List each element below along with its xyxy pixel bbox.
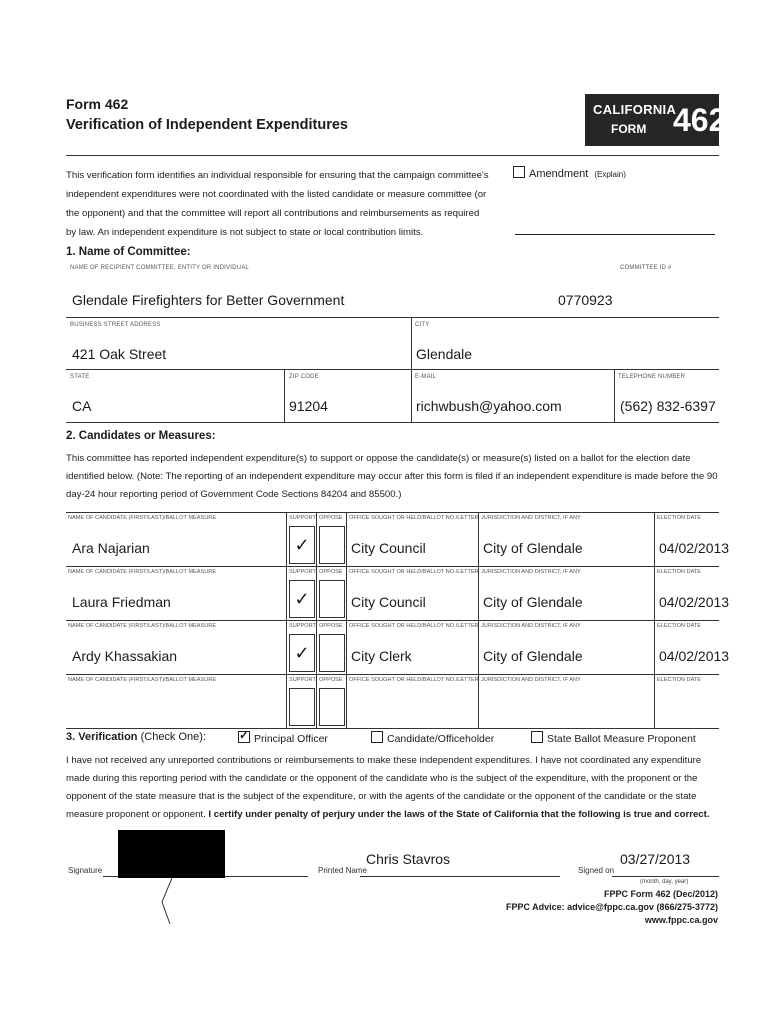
support-checkbox[interactable]: ✓ (289, 634, 315, 672)
column-label-oppose: OPPOSE (319, 677, 343, 683)
badge-state: CALIFORNIA (593, 102, 677, 117)
cell-office (346, 567, 479, 620)
column-label-name: NAME OF CANDIDATE (FIRST/LAST)/BALLOT MEASURE (68, 623, 217, 629)
city: Glendale (416, 346, 473, 362)
column-label-jurisdiction: JURISDICTION AND DISTRICT, IF ANY (481, 677, 581, 683)
committee-id: 0770923 (558, 292, 613, 308)
cell-date (654, 513, 730, 566)
cell-oppose (316, 567, 347, 620)
cell-jurisdiction (478, 675, 655, 728)
verification-text: I have not received any unreported contributions or reimbursements to make these independent expenditures. I have not coordinated any expenditure made during this reporting period with the candidate or the opponent of the candidate who is the subject of the expenditure, with the proponent or the opponent of the state measure that is the subject of the expenditure, or with the agents of the candidate or the opponent of the candidate or the state measure proponent or opponent. (66, 755, 702, 820)
cell-office (346, 675, 479, 728)
footer (506, 888, 718, 927)
intro-text: This verification form identifies an individual responsible for ensuring that the campaign committee's independent expenditures were not coordinated with the listed candidate or measure committee (or the opponent) and that the committee will report all contributions and reimbursements as required by law. An independent expenditure is not subject to state or local contribution limits. (66, 170, 489, 238)
row-divider (66, 317, 719, 318)
column-label-name: NAME OF CANDIDATE (FIRST/LAST)/BALLOT MEASURE (68, 569, 217, 575)
email: richwbush@yahoo.com (416, 398, 562, 414)
section3-title: 3. Verification (66, 731, 138, 743)
candidate-row (66, 675, 719, 729)
street-address: 421 Oak Street (72, 346, 167, 362)
candidate-office: City Clerk (351, 648, 412, 664)
candidate-row (66, 513, 730, 567)
oppose-checkbox[interactable] (319, 688, 345, 726)
ballot-measure-proponent-checkbox[interactable] (531, 731, 543, 743)
badge-form: FORM (611, 122, 647, 136)
column-label-support: SUPPORT (289, 623, 316, 629)
signed-on-label: Signed on (578, 866, 615, 875)
footer-advice: FPPC Advice: advice@fppc.ca.gov (866/275-3772) (505, 902, 718, 912)
verification-statement (66, 752, 721, 824)
signature-label: Signature (68, 866, 103, 875)
column-label-date: ELECTION DATE (657, 677, 702, 683)
column-label-office: OFFICE SOUGHT OR HELD/BALLOT NO./LETTER (349, 677, 479, 683)
badge-number: 462 (673, 102, 727, 138)
city-label: CITY (415, 322, 430, 328)
email-label: E-MAIL (415, 374, 437, 380)
oppose-checkbox[interactable] (319, 634, 345, 672)
cell-jurisdiction (478, 513, 655, 566)
column-label-office: OFFICE SOUGHT OR HELD/BALLOT NO./LETTER (349, 569, 479, 575)
cell-name (66, 513, 286, 566)
signed-on-date: 03/27/2013 (620, 851, 691, 867)
section1-title: 1. Name of Committee: (66, 246, 191, 258)
column-label-jurisdiction: JURISDICTION AND DISTRICT, IF ANY (481, 515, 581, 521)
column-label-oppose: OPPOSE (319, 569, 343, 575)
candidate-date: 04/02/2013 (659, 648, 730, 664)
cell-support (286, 621, 317, 674)
amendment-label: Amendment (529, 168, 589, 180)
amendment-checkbox[interactable] (513, 166, 525, 178)
zip-label: ZIP CODE (289, 374, 319, 380)
column-label-oppose: OPPOSE (319, 515, 343, 521)
column-label-jurisdiction: JURISDICTION AND DISTRICT, IF ANY (481, 623, 581, 629)
footer-form-version: FPPC Form 462 (Dec/2012) (603, 889, 718, 899)
candidate-jurisdiction: City of Glendale (483, 648, 583, 664)
cell-support (286, 675, 317, 728)
verification-heading (66, 731, 206, 743)
committee-name: Glendale Firefighters for Better Government (72, 292, 345, 308)
support-checkbox[interactable]: ✓ (289, 580, 315, 618)
candidate-name: Laura Friedman (72, 594, 171, 610)
candidate-name: Ardy Khassakian (72, 648, 178, 664)
column-label-jurisdiction: JURISDICTION AND DISTRICT, IF ANY (481, 569, 581, 575)
cell-date (654, 621, 730, 674)
option-candidate-officeholder[interactable] (371, 731, 494, 745)
cell-support (286, 567, 317, 620)
column-label-support: SUPPORT (289, 677, 316, 683)
signed-on-line[interactable] (612, 876, 719, 877)
street-label: BUSINESS STREET ADDRESS (70, 322, 161, 328)
column-label-support: SUPPORT (289, 569, 316, 575)
date-format-hint: (month, day, year) (640, 879, 689, 885)
candidate-officeholder-label: Candidate/Officeholder (387, 733, 495, 745)
candidate-officeholder-checkbox[interactable] (371, 731, 383, 743)
section2-title: 2. Candidates or Measures: (66, 430, 216, 442)
footer-website: www.fppc.ca.gov (644, 915, 718, 925)
signature-tail (150, 878, 180, 928)
form-badge (585, 94, 727, 146)
state: CA (72, 398, 92, 414)
candidate-date: 04/02/2013 (659, 540, 730, 556)
amendment-explain-line[interactable] (515, 234, 715, 235)
column-label-oppose: OPPOSE (319, 623, 343, 629)
phone-area-code: 562 (624, 398, 649, 414)
phone-number: 832-6397 (656, 398, 716, 414)
candidate-row (66, 567, 730, 621)
form-title: Verification of Independent Expenditures (66, 117, 348, 133)
candidate-row (66, 621, 730, 675)
column-label-date: ELECTION DATE (657, 623, 702, 629)
header-divider (66, 155, 719, 156)
option-principal-officer[interactable] (238, 731, 328, 745)
form-number: Form 462 (66, 96, 129, 112)
amendment (513, 166, 626, 180)
check-one-label: (Check One): (140, 731, 207, 743)
state-label: STATE (70, 374, 90, 380)
oppose-checkbox[interactable] (319, 580, 345, 618)
column-divider (411, 369, 412, 422)
committee-name-label: NAME OF RECIPIENT COMMITTEE, ENTITY OR INDIVIDUAL (70, 265, 249, 271)
principal-officer-checkbox[interactable] (238, 731, 250, 743)
cell-date (654, 675, 720, 728)
amendment-explain: (Explain) (594, 170, 626, 179)
phone-label: TELEPHONE NUMBER (618, 374, 686, 380)
ballot-measure-proponent-label: State Ballot Measure Proponent (547, 733, 696, 745)
column-divider (614, 369, 615, 422)
support-checkbox[interactable]: ✓ (289, 526, 315, 564)
cell-jurisdiction (478, 567, 655, 620)
cell-oppose (316, 621, 347, 674)
candidate-jurisdiction: City of Glendale (483, 540, 583, 556)
cell-oppose (316, 675, 347, 728)
cell-oppose (316, 513, 347, 566)
candidate-office: City Council (351, 594, 426, 610)
row-divider (66, 422, 719, 423)
column-label-support: SUPPORT (289, 515, 316, 521)
column-divider (411, 317, 412, 369)
redacted-signature (118, 830, 225, 878)
column-label-date: ELECTION DATE (657, 569, 702, 575)
principal-officer-label: Principal Officer (254, 733, 328, 745)
column-label-name: NAME OF CANDIDATE (FIRST/LAST)/BALLOT MEASURE (68, 677, 217, 683)
column-label-name: NAME OF CANDIDATE (FIRST/LAST)/BALLOT MEASURE (68, 515, 217, 521)
cell-name (66, 621, 286, 674)
printed-name-line[interactable] (360, 876, 560, 877)
candidate-jurisdiction: City of Glendale (483, 594, 583, 610)
cell-name (66, 675, 286, 728)
cell-date (654, 567, 730, 620)
column-divider (284, 369, 285, 422)
telephone: (562) 832-6397 (620, 398, 716, 414)
certify-text: I certify under penalty of perjury under the laws of the State of California that the following is true and correct. (208, 809, 710, 820)
printed-name-label: Printed Name (318, 866, 367, 875)
cell-name (66, 567, 286, 620)
cell-office (346, 621, 479, 674)
cell-office (346, 513, 479, 566)
cell-jurisdiction (478, 621, 655, 674)
row-divider (66, 369, 719, 370)
candidate-office: City Council (351, 540, 426, 556)
committee-id-label: COMMITTEE ID # (620, 265, 672, 271)
cell-support (286, 513, 317, 566)
oppose-checkbox[interactable] (319, 526, 345, 564)
column-label-date: ELECTION DATE (657, 515, 702, 521)
column-label-office: OFFICE SOUGHT OR HELD/BALLOT NO./LETTER (349, 515, 479, 521)
candidate-name: Ara Najarian (72, 540, 150, 556)
column-label-office: OFFICE SOUGHT OR HELD/BALLOT NO./LETTER (349, 623, 479, 629)
candidates-table (66, 512, 730, 729)
candidate-date: 04/02/2013 (659, 594, 730, 610)
option-ballot-measure-proponent[interactable] (531, 731, 696, 745)
zip-code: 91204 (289, 398, 328, 414)
support-checkbox[interactable] (289, 688, 315, 726)
section2-text: This committee has reported independent expenditure(s) to support or oppose the candidate(s) or measure(s) listed on a ballot for the election date identified below. (Note: The reporting of an independent expenditure may occur after this form is filed if an independent expenditure is made before the 90 day-24 hour reporting period of Government Code Sections 84204 and 85500.) (66, 453, 718, 500)
printed-name: Chris Stavros (366, 851, 451, 867)
